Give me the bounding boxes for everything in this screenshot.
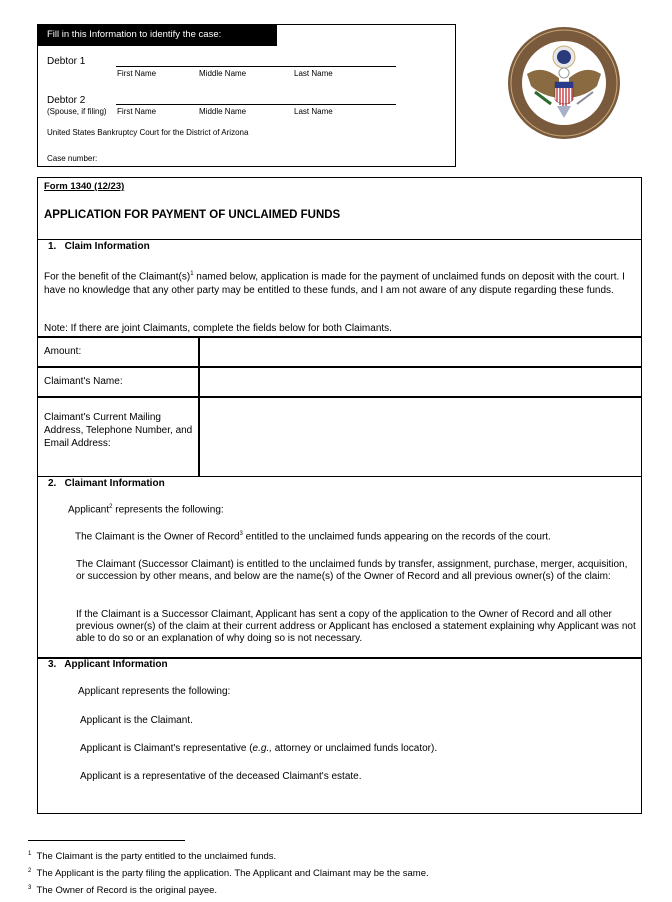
section2-option-successor-claimant[interactable]: The Claimant (Successor Claimant) is entitled to the unclaimed funds by transfer, assignment, purchase, merger, acquisition, or succession by other means, and below are the name(s) of the Owner of Record and all previous owner(s) of the claim:: [76, 559, 628, 582]
footnote-2: [28, 864, 429, 881]
section1-heading: 1. Claim Information: [48, 241, 150, 252]
debtor2-sub-label: (Spouse, if filing): [47, 107, 107, 116]
form-title: APPLICATION FOR PAYMENT OF UNCLAIMED FUNDS: [44, 209, 341, 221]
intro-text: represents the following:: [112, 504, 224, 516]
debtor2-last-name-label: Last Name: [294, 107, 333, 116]
section2-intro: [68, 504, 224, 515]
option-text: entitled to the unclaimed funds appearing on the records of the court.: [242, 531, 551, 543]
footnote-number: 3: [28, 885, 32, 892]
debtor2-first-name-label: First Name: [117, 107, 157, 116]
section2-heading: 2. Claimant Information: [48, 478, 165, 489]
section2-option-owner-of-record[interactable]: [75, 531, 551, 542]
intro-text: Applicant: [68, 504, 110, 516]
para-text: For the benefit of the Claimant(s): [44, 271, 191, 283]
claimant-address-label: Claimant's Current Mailing Address, Telephone Number, and Email Address:: [44, 412, 193, 449]
footnote-ref-3: 3: [239, 531, 243, 537]
footnote-ref-1: 1: [190, 271, 194, 277]
debtor1-last-name-label: Last Name: [294, 69, 333, 78]
option-text: Applicant is Claimant's representative (: [80, 743, 253, 754]
claimant-name-label: Claimant's Name:: [44, 376, 123, 387]
footnote-divider: [28, 840, 185, 841]
section3-option-estate[interactable]: Applicant is a representative of the deceased Claimant's estate.: [80, 771, 362, 782]
case-banner-text: Fill in this Information to identify the case:: [47, 29, 222, 40]
footnote-number: 1: [28, 851, 32, 857]
option-text: attorney or unclaimed funds locator).: [272, 743, 438, 754]
debtor2-name-field[interactable]: [116, 104, 396, 105]
para-text: named below, application is made for the payment of unclaimed funds on deposit with the court. I have no knowledge that any other party may be entitled to these funds, and I am not aware of any dispute regarding these funds.: [44, 271, 625, 297]
court-name: United States Bankruptcy Court for the District of Arizona: [47, 128, 249, 137]
amount-field[interactable]: [201, 338, 640, 365]
amount-label: Amount:: [44, 346, 82, 357]
debtor2-label: Debtor 2: [47, 95, 86, 106]
claimant-name-field[interactable]: [201, 368, 640, 395]
claimant-address-field[interactable]: [201, 398, 640, 475]
debtor2-middle-name-label: Middle Name: [199, 107, 247, 116]
form-number: Form 1340 (12/23): [44, 181, 125, 192]
section1-note: Note: If there are joint Claimants, complete the fields below for both Claimants.: [44, 323, 392, 334]
section3-option-representative[interactable]: [80, 743, 437, 754]
case-banner: [37, 24, 277, 46]
footnote-text: The Owner of Record is the original payee.: [36, 885, 218, 897]
footnote-number: 2: [28, 868, 32, 875]
footnote-ref-2: 2: [109, 504, 113, 510]
divider: [37, 476, 642, 477]
footnote-3: [28, 881, 429, 898]
option-text: The Claimant is the Owner of Record: [75, 531, 240, 543]
debtor1-name-field[interactable]: [116, 66, 396, 67]
section1-paragraph: [44, 267, 636, 298]
column-divider: [198, 336, 200, 476]
section3-option-claimant[interactable]: Applicant is the Claimant.: [80, 715, 193, 726]
debtor1-middle-name-label: Middle Name: [199, 69, 247, 78]
court-seal-icon: [507, 26, 621, 140]
case-number-label: Case number:: [47, 154, 98, 163]
footnote-text: The Claimant is the party entitled to the unclaimed funds.: [36, 851, 277, 863]
debtor1-label: Debtor 1: [47, 56, 86, 67]
footnote-1: [28, 847, 429, 864]
footnote-text: The Applicant is the party filing the application. The Applicant and Claimant may be the same.: [36, 868, 429, 880]
option-text: e.g.,: [252, 743, 273, 754]
section2-option-notice-sent[interactable]: If the Claimant is a Successor Claimant, Applicant has sent a copy of the application to the Owner of Record and all other previous owner(s) of the claim at their current address or Applicant has enclosed a statement explaining why Applicant was not able to do so or an explanation of why doing so is not necessary.: [76, 609, 636, 644]
section3-intro: Applicant represents the following:: [78, 686, 231, 697]
debtor1-first-name-label: First Name: [117, 69, 157, 78]
section3-heading: 3. Applicant Information: [48, 659, 168, 670]
divider: [37, 239, 642, 240]
footnotes: [28, 847, 429, 898]
